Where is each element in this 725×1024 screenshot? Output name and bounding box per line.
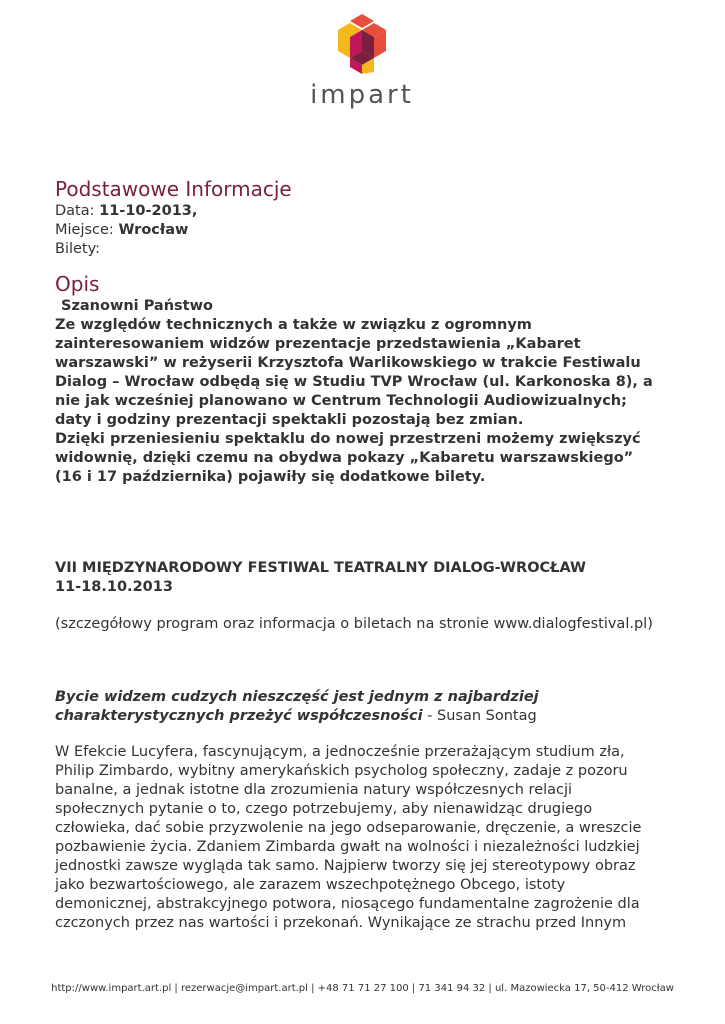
date-line (55, 202, 675, 221)
body-text (55, 743, 675, 933)
festival-block (55, 559, 675, 597)
body-line: pozbawienie życia. Zdaniem Zimbarda gwałt na wolności i niezależności ludzkiej (55, 839, 640, 855)
date-label: Data: (55, 203, 95, 219)
opis-line: warszawski” w reżyserii Krzysztofa Warlikowskiego w trakcie Festiwalu (55, 355, 641, 371)
info-heading: Podstawowe Informacje (55, 177, 292, 201)
place-value: Wrocław (118, 222, 189, 238)
body-line: czczonych przez nas wartości i przekonań. Wynikające ze strachu przed Innym (55, 915, 627, 931)
body-line: demonicznej, abstrakcyjnego potwora, niosącego fundamentalne zagrożenie dla (55, 896, 640, 912)
opis-line: Dialog – Wrocław odbędą się w Studiu TVP Wrocław (ul. Karkonoska 8), a (55, 374, 653, 390)
body-line: człowieka, dać sobie przyzwolenie na jego odseparowanie, dręczenie, a wreszcie (55, 820, 642, 836)
quote-line-2: charakterystycznych przeżyć współczesności (55, 708, 423, 724)
date-value: 11-10-2013, (99, 203, 198, 219)
body-line: W Efekcie Lucyfera, fascynującym, a jednocześnie przerażającym studium zła, (55, 744, 625, 760)
program-info: (szczegółowy program oraz informacja o biletach na stronie www.dialogfestival.pl) (55, 616, 653, 632)
opis-line: widownię, dzięki czemu na obydwa pokazy „Kabaretu warszawskiego” (55, 450, 634, 466)
place-label: Miejsce: (55, 222, 114, 238)
opis-line: daty i godziny prezentacji spektakli pozostają bez zmian. (55, 412, 524, 428)
opis-line: Dzięki przeniesieniu spektaklu do nowej przestrzeni możemy zwiększyć (55, 431, 641, 447)
quote-block (55, 688, 675, 726)
festival-dates: 11-18.10.2013 (55, 579, 173, 595)
place-line (55, 221, 675, 240)
festival-title: VII MIĘDZYNARODOWY FESTIWAL TEATRALNY DIALOG-WROCŁAW (55, 560, 587, 576)
opis-heading: Opis (55, 272, 100, 296)
logo-text: impart (310, 80, 414, 110)
opis-text (55, 297, 675, 487)
tickets-line (55, 240, 675, 259)
body-line: jednostki zawsze wygląda tak samo. Najpierw tworzy się jej stereotypowy obraz (55, 858, 636, 874)
impart-logo (306, 14, 418, 110)
document-content (55, 176, 675, 933)
page-footer: http://www.impart.art.pl | rezerwacje@impart.art.pl | +48 71 71 27 100 | 71 341 94 32 | ul. Mazowiecka 17, 50-412 Wrocław (51, 983, 674, 994)
opis-line: Ze względów technicznych a także w związku z ogromnym (55, 317, 532, 333)
impart-logo-mark-icon (334, 14, 390, 74)
tickets-label: Bilety: (55, 241, 101, 257)
opis-line: zainteresowaniem widzów prezentacje przedstawienia „Kabaret (55, 336, 581, 352)
body-line: Philip Zimbardo, wybitny amerykańskich psycholog społeczny, zadaje z pozoru (55, 763, 628, 779)
quote-line-1: Bycie widzem cudzych nieszczęść jest jednym z najbardziej (55, 689, 539, 705)
body-line: jako bezwartościowego, ale zarazem wszechpotężnego Obcego, istoty (55, 877, 566, 893)
opis-line: (16 i 17 października) pojawiły się dodatkowe bilety. (55, 469, 486, 485)
body-line: banalne, a jednak istotne dla zrozumienia natury współczesnych relacji (55, 782, 573, 798)
body-line: społecznych pytanie o to, czego potrzebujemy, aby nienawidząc drugiego (55, 801, 593, 817)
opis-line: nie jak wcześniej planowano w Centrum Technologii Audiowizualnych; (55, 393, 627, 409)
quote-author: - Susan Sontag (422, 708, 537, 724)
greeting: Szanowni Państwo (61, 298, 213, 314)
